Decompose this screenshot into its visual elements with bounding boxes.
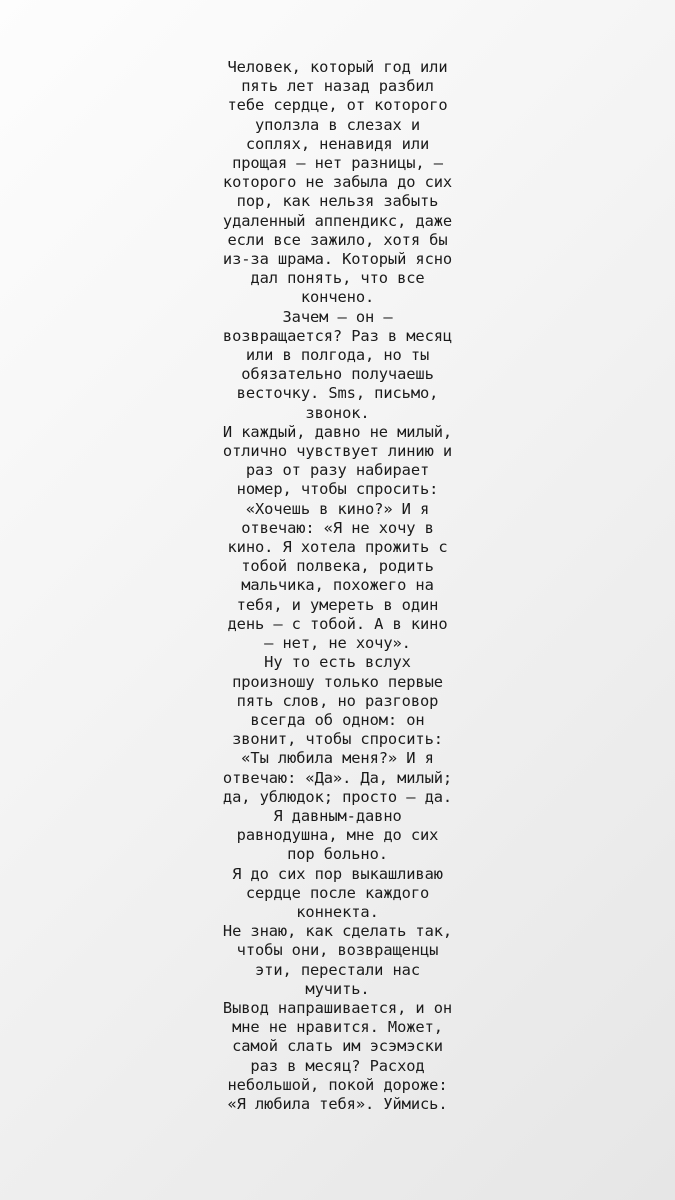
story-line: возвращается? Раз в месяц <box>222 326 453 345</box>
story-line: отвечаю: «Да». Да, милый; <box>222 768 453 787</box>
story-line: весточку. Sms, письмо, <box>236 384 439 403</box>
story-line: Не знаю, как сделать так, <box>222 922 453 941</box>
story-line: звонит, чтобы спросить: <box>232 730 443 749</box>
story-line: кончено. <box>300 288 375 307</box>
story-line: которого не забыла до сих <box>222 173 453 192</box>
story-line: сердце после каждого <box>245 883 430 902</box>
story-line: отвечаю: «Я не хочу в <box>241 518 434 537</box>
story-line: если все зажило, хотя бы <box>227 230 448 249</box>
story-line: или в полгода, но ты <box>245 346 430 365</box>
story-line: обязательно получаешь <box>241 365 434 384</box>
story-line: прощая – нет разницы, – <box>232 154 443 173</box>
story-line: всегда об одном: он <box>250 710 425 729</box>
story-line: тобой полвека, родить <box>241 557 434 576</box>
story-line: пять лет назад разбил <box>241 77 434 96</box>
story-line: номер, чтобы спросить: <box>236 480 439 499</box>
story-line: коннекта. <box>296 902 379 921</box>
story-line: Я давным-давно <box>273 806 402 825</box>
story-line: пять слов, но разговор <box>236 691 439 710</box>
story-line: да, ублюдок; просто – да. <box>222 787 453 806</box>
story-line: произношу только первые <box>232 672 443 691</box>
story-line: мучить. <box>305 979 370 998</box>
story-line: пор больно. <box>287 845 388 864</box>
story-line: равнодушна, мне до сих <box>236 826 439 845</box>
story-line: «Ты любила меня?» И я <box>241 749 434 768</box>
story-line: день – с тобой. А в кино <box>227 614 448 633</box>
story-line: тебя, и умереть в один <box>236 595 439 614</box>
story-line: пор, как нельзя забыть <box>236 192 439 211</box>
story-line: раз в месяц? Расход <box>250 1056 425 1075</box>
story-line: Зачем – он – <box>282 307 393 326</box>
story-line: мальчика, похожего на <box>241 576 434 595</box>
story-line: отлично чувствует линию и <box>222 442 453 461</box>
story-line: соплях, ненавидя или <box>245 134 430 153</box>
story-line: уползла в слезах и <box>255 115 420 134</box>
story-text-block <box>188 58 488 1114</box>
story-line: удаленный аппендикс, даже <box>222 211 453 230</box>
story-line: тебе сердце, от которого <box>227 96 448 115</box>
story-line: эти, перестали нас <box>255 960 420 979</box>
story-line: Я до сих пор выкашливаю <box>232 864 443 883</box>
story-screen <box>0 58 675 1158</box>
story-line: Ну то есть вслух <box>264 653 411 672</box>
story-line: – нет, не хочу». <box>264 634 411 653</box>
story-line: «Хочешь в кино?» И я <box>245 499 430 518</box>
story-line: звонок. <box>305 403 370 422</box>
story-line: Человек, который год или <box>227 58 448 76</box>
story-line: самой слать им эсэмэски <box>232 1037 443 1056</box>
story-line: мне не нравится. Может, <box>232 1018 443 1037</box>
story-line: «Я любила тебя». Уймись. <box>227 1094 448 1113</box>
story-line: раз от разу набирает <box>245 461 430 480</box>
story-line: чтобы они, возвращенцы <box>236 941 439 960</box>
story-line: небольшой, покой дороже: <box>227 1075 448 1094</box>
story-line: И каждый, давно не милый, <box>222 422 453 441</box>
story-line: кино. Я хотела прожить с <box>227 538 448 557</box>
story-line: Вывод напрашивается, и он <box>222 998 453 1017</box>
story-line: дал понять, что все <box>250 269 425 288</box>
story-line: из-за шрама. Который ясно <box>222 250 453 269</box>
